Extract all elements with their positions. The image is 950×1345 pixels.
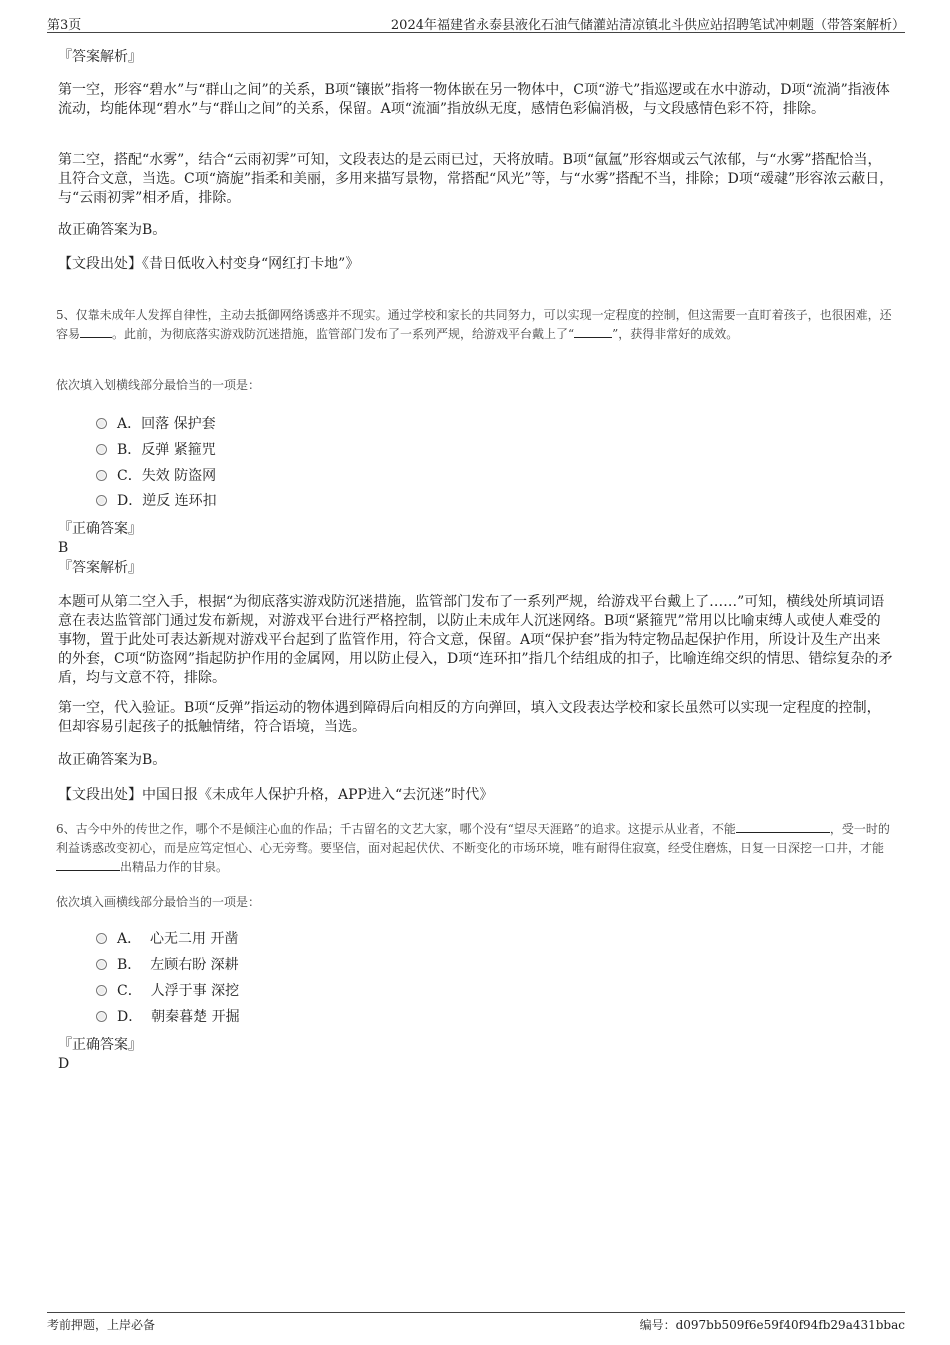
- q6-option-d[interactable]: D． 朝秦暮楚 开掘: [96, 1007, 240, 1027]
- page-footer: [47, 1312, 905, 1334]
- page-header: [47, 14, 905, 33]
- q5-option-d[interactable]: D．逆反 连环扣: [96, 491, 217, 511]
- q5-option-c[interactable]: C．失效 防盗网: [96, 466, 216, 486]
- radio-icon[interactable]: [96, 444, 107, 455]
- q6-answer: D: [58, 1056, 70, 1072]
- q6-option-c[interactable]: C． 人浮于事 深挖: [96, 981, 239, 1001]
- q6-option-a[interactable]: A． 心无二用 开凿: [96, 929, 238, 949]
- q5-analysis-paragraph-1: 本题可从第二空入手，根据“为彻底落实游戏防沉迷措施，监管部门发布了一系列严规，给游戏平台戴上了……”可知，横线处所填词语意在表达监管部门通过发布新规，对游戏平台进行严格控制，以防止未成年人沉迷网络。B项“紧箍咒”常用以比喻束缚人或使人难受的事物，置于此处可表达新规对游戏平台起到了监管作用，符合文意，保留。A项“保护套”指为特定物品起保护作用，所设计及生产出来的外套，C项“防盗网”指起防护作用的金属网，用以防止侵入，D项“连环扣”指几个结组成的扣子，比喻连绵交织的情思、错综复杂的矛盾，均与文意不符，排除。: [58, 594, 893, 686]
- q5-source: 【文段出处】中国日报《未成年人保护升格，APP进入“去沉迷”时代》: [58, 787, 494, 803]
- q4-analysis-paragraph-1: 第一空，形容“碧水”与“群山之间”的关系，B项“镶嵌”指将一物体嵌在另一物体中，C项“游弋”指巡逻或在水中游动，D项“流淌”指液体流动，均能体现“碧水”与“群山之间”的关系，保留。A项“流湎”指放纵无度，感情色彩偏消极，与文段感情色彩不符，排除。: [58, 82, 890, 117]
- radio-icon[interactable]: [96, 959, 107, 970]
- q5-option-b[interactable]: B．反弹 紧箍咒: [96, 440, 216, 460]
- q6-prompt: 依次填入画横线部分最恰当的一项是：: [56, 895, 261, 909]
- blank-2: [574, 325, 612, 338]
- q6-option-b[interactable]: B． 左顾右盼 深耕: [96, 955, 239, 975]
- q5-answer: B: [58, 540, 69, 556]
- radio-icon[interactable]: [96, 470, 107, 481]
- radio-icon[interactable]: [96, 933, 107, 944]
- q6-question-text: 6、古今中外的传世之作，哪个不是倾注心血的作品；千古留名的文艺大家，哪个没有“望尽天涯路”的追求。这提示从业者，不能 ，受一时的利益诱惑改变初心，而是应笃定恒心、心无旁骛。要坚信，面对起起伏伏、不断变化的市场环境，唯有耐得住寂寞，经受住磨炼，日复一日深挖一口井，才能出精品力作的甘泉。: [56, 822, 890, 874]
- radio-icon[interactable]: [96, 1011, 107, 1022]
- q5-option-a[interactable]: A．回落 保护套: [96, 414, 216, 434]
- q5-question-text: 5、仅靠未成年人发挥自律性，主动去抵御网络诱惑并不现实。通过学校和家长的共同努力，可以实现一定程度的控制，但这需要一直盯着孩子，也很困难，还容易 。此前，为彻底落实游戏防沉迷措施，监管部门发布了一系列严规，给游戏平台戴上了“ ”，获得非常好的成效。: [56, 308, 892, 341]
- q4-source: 【文段出处】《昔日低收入村变身“网红打卡地”》: [58, 256, 360, 272]
- q5-prompt: 依次填入划横线部分最恰当的一项是：: [56, 378, 261, 392]
- q5-analysis-paragraph-2: 第一空，代入验证。B项“反弹”指运动的物体遇到障碍后向相反的方向弹回，填入文段表达学校和家长虽然可以实现一定程度的控制，但却容易引起孩子的抵触情绪，符合语境，当选。: [58, 700, 881, 735]
- q5-conclusion: 故正确答案为B。: [58, 752, 167, 768]
- blank-1: [80, 325, 112, 338]
- q6-answer-label: 『正确答案』: [58, 1037, 142, 1053]
- q4-analysis-label: 『答案解析』: [58, 49, 142, 65]
- q4-analysis-paragraph-2: 第二空，搭配“水雾”，结合“云雨初霁”可知，文段表达的是云雨已过，天将放晴。B项“氤氲”形容烟或云气浓郁，与“水雾”搭配恰当，且符合文意，当选。C项“旖旎”指柔和美丽，多用来描写景物，常搭配“风光”等，与“水雾”搭配不当，排除；D项“叆叇”形容浓云蔽日，与“云雨初霁”相矛盾，排除。: [58, 152, 894, 206]
- blank-2: [56, 858, 120, 871]
- radio-icon[interactable]: [96, 495, 107, 506]
- document-title: 2024年福建省永泰县液化石油气储灌站清凉镇北斗供应站招聘笔试冲刺题（带答案解析）: [390, 18, 905, 33]
- blank-1: [736, 820, 830, 833]
- q4-conclusion: 故正确答案为B。: [58, 222, 167, 238]
- radio-icon[interactable]: [96, 985, 107, 996]
- q5-answer-label: 『正确答案』: [58, 521, 142, 537]
- footer-slogan: 考前押题，上岸必备: [47, 1318, 156, 1332]
- document-id: 编号：d097bb509f6e59f40f94fb29a431bbac: [639, 1318, 905, 1332]
- radio-icon[interactable]: [96, 418, 107, 429]
- page-number: 第3页: [47, 18, 82, 33]
- q5-analysis-label: 『答案解析』: [58, 560, 142, 576]
